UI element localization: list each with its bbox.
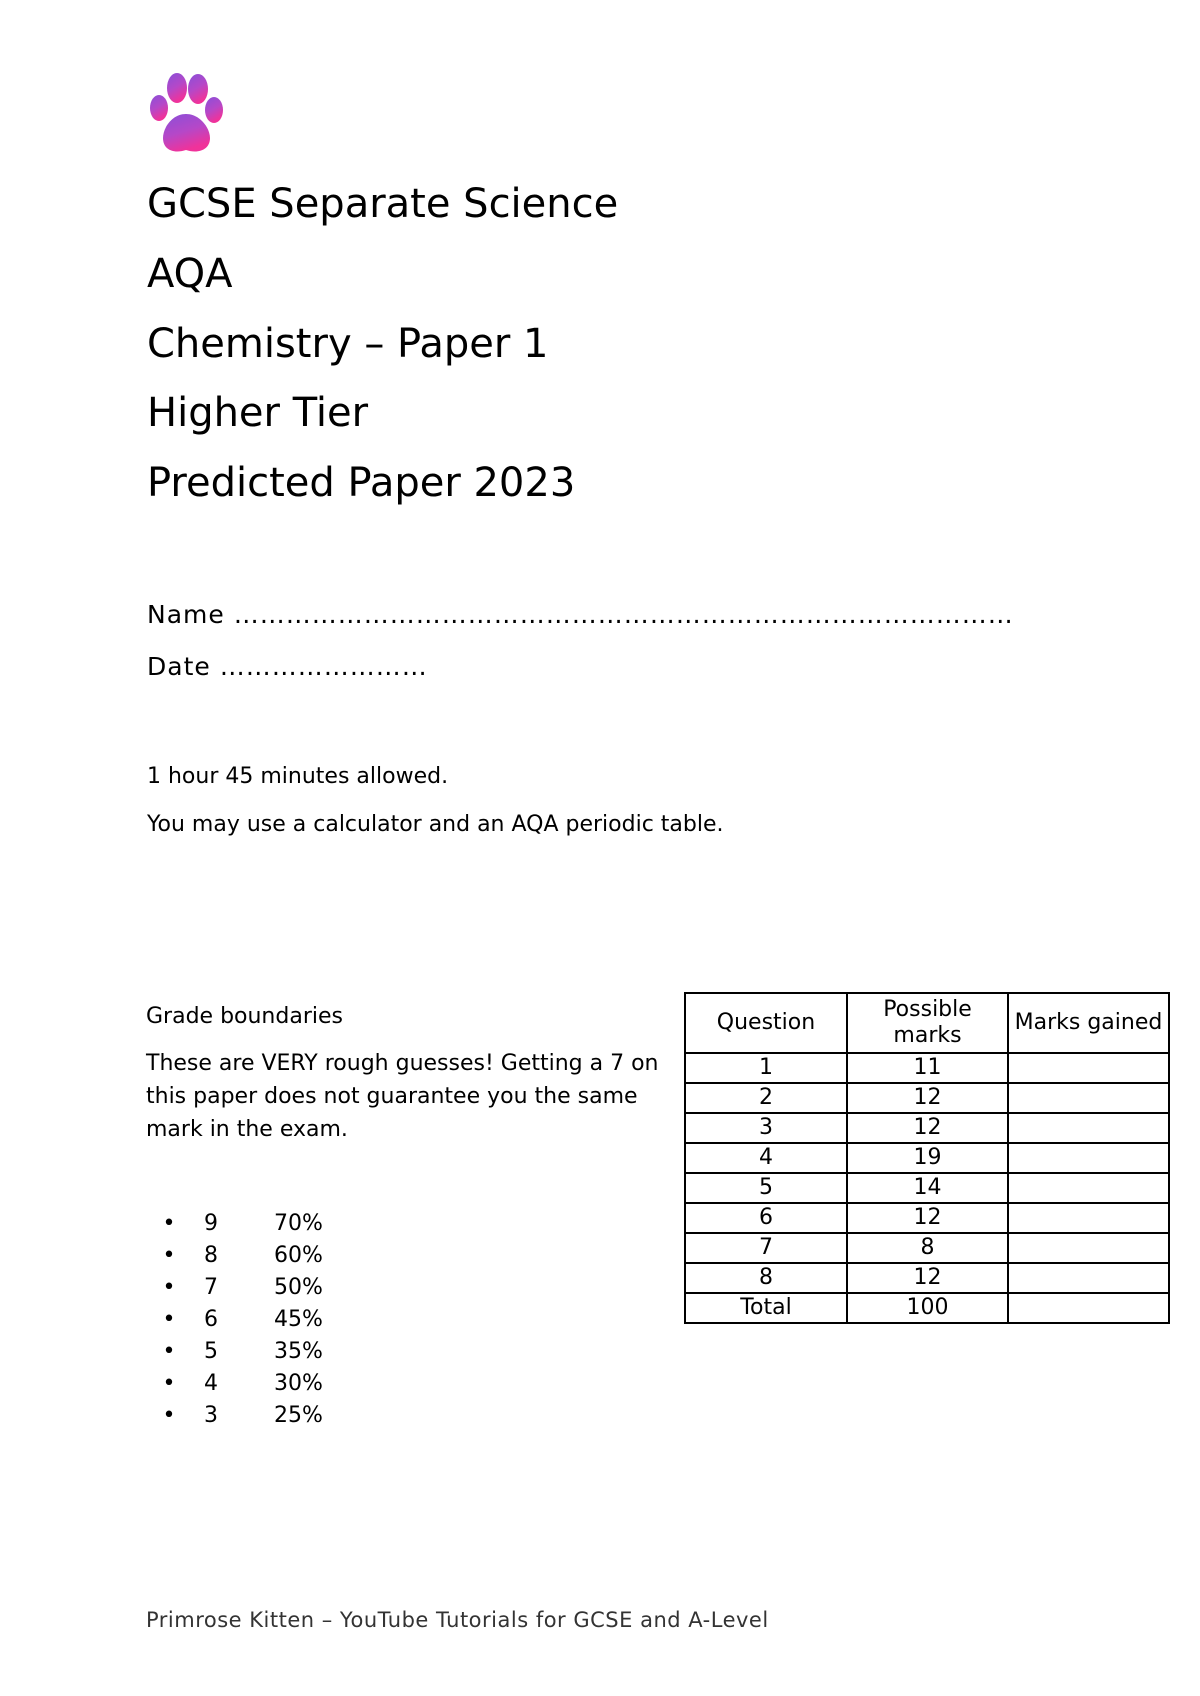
name-field[interactable]: [147, 600, 1014, 629]
gained-cell[interactable]: [1008, 1143, 1169, 1173]
total-possible-cell: 100: [847, 1293, 1008, 1323]
question-cell: 3: [685, 1113, 847, 1143]
question-cell: 6: [685, 1203, 847, 1233]
list-item: [146, 1368, 354, 1400]
possible-cell: 12: [847, 1203, 1008, 1233]
date-label: Date: [147, 652, 211, 681]
title-predicted: Predicted Paper 2023: [147, 460, 576, 506]
header-marks-gained: Marks gained: [1008, 993, 1169, 1053]
table-row: [685, 1233, 1169, 1263]
gained-cell[interactable]: [1008, 1083, 1169, 1113]
grade-boundaries-heading: Grade boundaries: [146, 1004, 343, 1029]
grade-percent: 70%: [274, 1211, 323, 1236]
paw-toe-4: [205, 97, 223, 123]
question-cell: 7: [685, 1233, 847, 1263]
grade: 6: [204, 1307, 218, 1332]
footer-credit: Primrose Kitten – YouTube Tutorials for GCSE and A-Level: [146, 1608, 769, 1632]
table-total-row: [685, 1293, 1169, 1323]
title-exam-board: AQA: [147, 251, 233, 297]
possible-cell: 19: [847, 1143, 1008, 1173]
list-item: [146, 1240, 354, 1272]
possible-cell: 12: [847, 1083, 1008, 1113]
table-row: [685, 1053, 1169, 1083]
grade-percent: 45%: [274, 1307, 323, 1332]
bullet-icon: •: [162, 1339, 176, 1364]
question-cell: 5: [685, 1173, 847, 1203]
possible-cell: 14: [847, 1173, 1008, 1203]
header-question: Question: [685, 993, 847, 1053]
grade: 9: [204, 1211, 218, 1236]
gained-cell[interactable]: [1008, 1053, 1169, 1083]
paw-logo-icon: [148, 70, 224, 156]
grade: 4: [204, 1371, 218, 1396]
question-cell: 1: [685, 1053, 847, 1083]
grade: 8: [204, 1243, 218, 1268]
table-row: [685, 1263, 1169, 1293]
total-gained-cell[interactable]: [1008, 1293, 1169, 1323]
grade-percent: 30%: [274, 1371, 323, 1396]
table-header-row: [685, 993, 1169, 1053]
time-allowed: 1 hour 45 minutes allowed.: [147, 764, 449, 789]
grade-percent: 60%: [274, 1243, 323, 1268]
grade: 5: [204, 1339, 218, 1364]
grade-boundaries-list: [146, 1208, 354, 1432]
list-item: [146, 1336, 354, 1368]
list-item: [146, 1304, 354, 1336]
gained-cell[interactable]: [1008, 1203, 1169, 1233]
table-row: [685, 1203, 1169, 1233]
question-cell: 2: [685, 1083, 847, 1113]
bullet-icon: •: [162, 1403, 176, 1428]
bullet-icon: •: [162, 1211, 176, 1236]
possible-cell: 12: [847, 1113, 1008, 1143]
name-dots: ………………………………………………………………………………: [233, 600, 1014, 629]
header-possible-marks: Possible marks: [847, 993, 1008, 1053]
list-item: [146, 1272, 354, 1304]
possible-cell: 12: [847, 1263, 1008, 1293]
paw-toe-2: [167, 73, 187, 103]
grade: 7: [204, 1275, 218, 1300]
table-row: [685, 1083, 1169, 1113]
bullet-icon: •: [162, 1371, 176, 1396]
list-item: [146, 1208, 354, 1240]
paw-pad: [163, 114, 210, 152]
gained-cell[interactable]: [1008, 1173, 1169, 1203]
title-tier: Higher Tier: [147, 390, 369, 436]
paw-toe-3: [188, 74, 208, 104]
gained-cell[interactable]: [1008, 1263, 1169, 1293]
gained-cell[interactable]: [1008, 1233, 1169, 1263]
title-paper: Chemistry – Paper 1: [147, 321, 549, 367]
question-cell: 8: [685, 1263, 847, 1293]
table-row: [685, 1143, 1169, 1173]
grade: 3: [204, 1403, 218, 1428]
name-label: Name: [147, 600, 225, 629]
table-row: [685, 1173, 1169, 1203]
table-row: [685, 1113, 1169, 1143]
marks-table: [684, 992, 1170, 1324]
bullet-icon: •: [162, 1275, 176, 1300]
list-item: [146, 1400, 354, 1432]
equipment-note: You may use a calculator and an AQA periodic table.: [147, 812, 724, 837]
possible-cell: 8: [847, 1233, 1008, 1263]
date-field[interactable]: [147, 652, 428, 681]
gained-cell[interactable]: [1008, 1113, 1169, 1143]
possible-cell: 11: [847, 1053, 1008, 1083]
grade-percent: 25%: [274, 1403, 323, 1428]
grade-percent: 35%: [274, 1339, 323, 1364]
grade-percent: 50%: [274, 1275, 323, 1300]
title-subject: GCSE Separate Science: [147, 181, 619, 227]
total-label-cell: Total: [685, 1293, 847, 1323]
bullet-icon: •: [162, 1243, 176, 1268]
grade-boundaries-note: These are VERY rough guesses! Getting a 7 on this paper does not guarantee you the same mark in the exam.: [146, 1051, 659, 1142]
question-cell: 4: [685, 1143, 847, 1173]
date-dots: ……………………: [219, 652, 428, 681]
paw-toe-1: [150, 95, 168, 121]
bullet-icon: •: [162, 1307, 176, 1332]
